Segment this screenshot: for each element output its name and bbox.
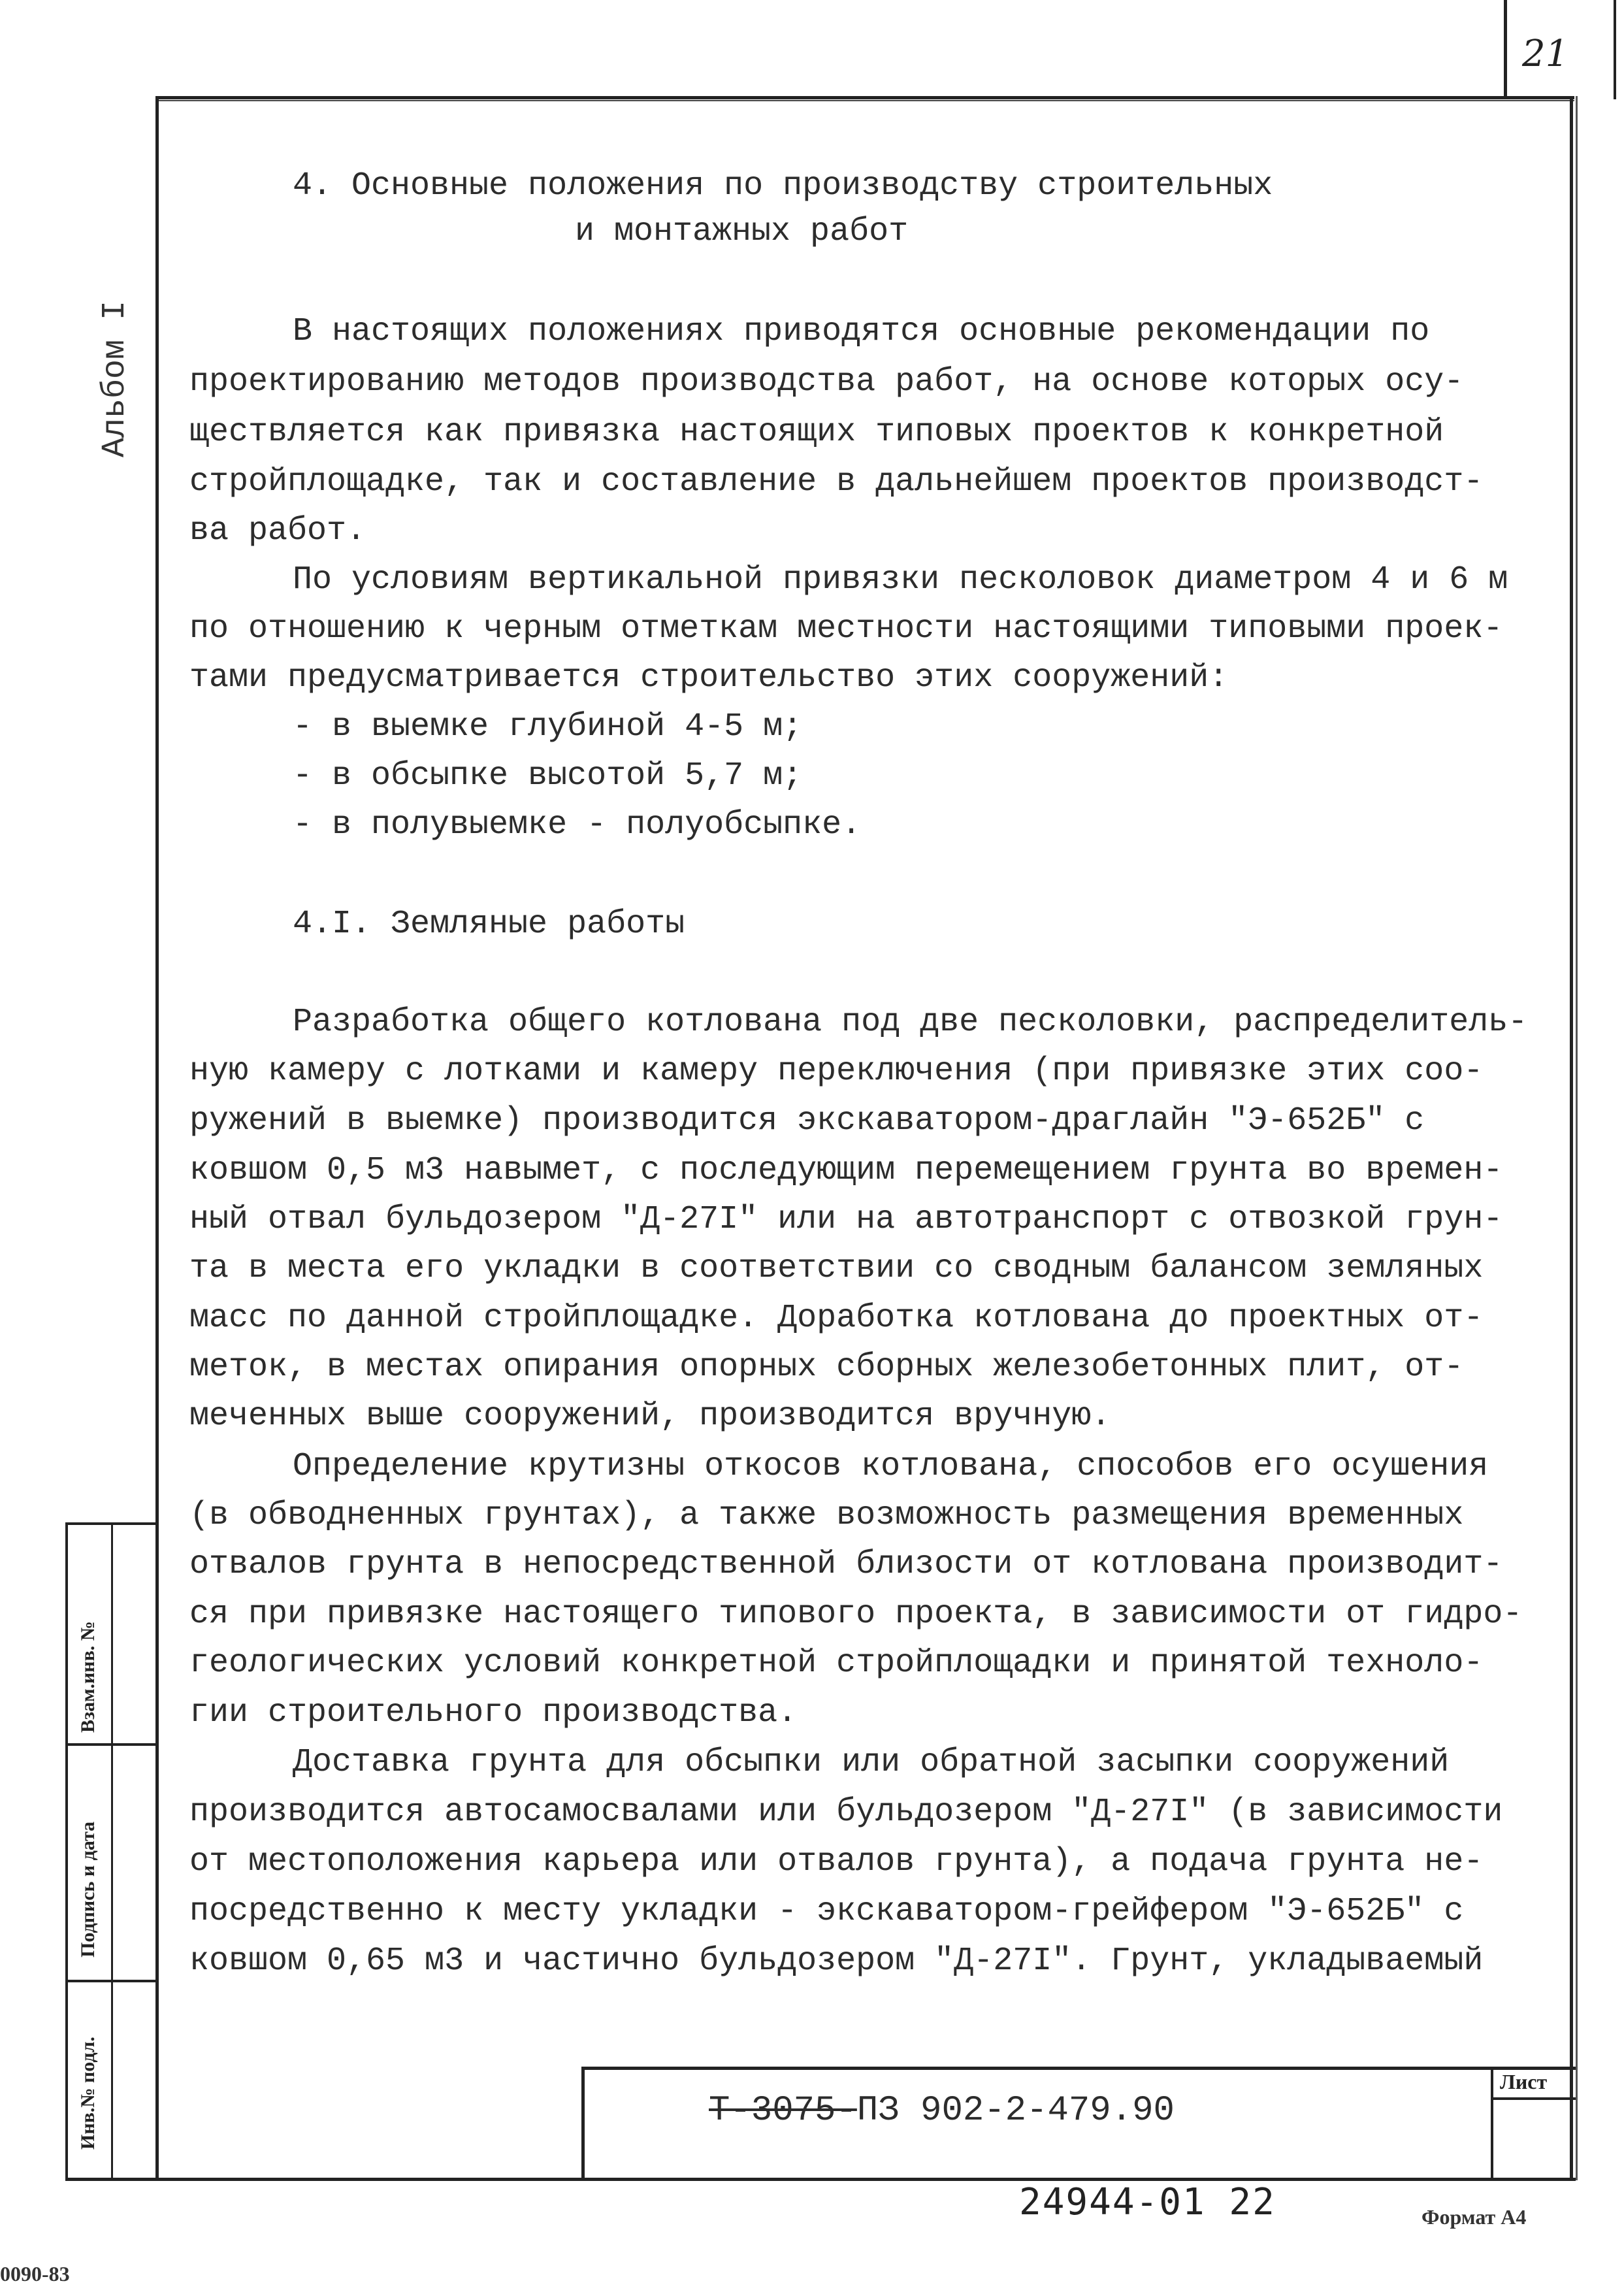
- text-line: меток, в местах опирания опорных сборных железобетонных плит, от-: [189, 1349, 1464, 1386]
- section-heading-line-2: и монтажных работ: [575, 213, 909, 250]
- sheet-cell-separator: [1491, 2097, 1576, 2100]
- text-line: от местоположения карьера или отвалов грунта), а подача грунта не-: [189, 1843, 1484, 1880]
- text-line: По условиям вертикальной привязки песколовок диаметром 4 и 6 м: [293, 561, 1508, 598]
- text-line: посредственно к месту укладки - экскаватором-грейфером "Э-652Б" с: [189, 1893, 1464, 1930]
- text-line: ва работ.: [189, 512, 366, 549]
- document-code: [709, 2091, 1175, 2131]
- text-line: ружений в выемке) производится экскаватором-драглайн "Э-652Б" с: [189, 1102, 1425, 1139]
- frame-bottom-border: [65, 2178, 1576, 2181]
- frame-top-border-inner: [155, 100, 1574, 101]
- page-number-box-left: [1504, 0, 1507, 99]
- text-line: ковшом 0,65 м3 и частично бульдозером "Д-27I". Грунт, укладываемый: [189, 1942, 1484, 1980]
- text-line: ществляется как привязка настоящих типовых проектов к конкретной: [189, 414, 1444, 451]
- sheet-label: Лист: [1500, 2070, 1548, 2093]
- text-line: тами предусматривается строительство этих сооружений:: [189, 659, 1229, 696]
- text-line: меченных выше сооружений, производится вручную.: [189, 1398, 1111, 1435]
- album-label: Альбом I: [97, 300, 134, 457]
- text-line: Разработка общего котлована под две песколовки, распределитель-: [293, 1004, 1528, 1041]
- list-item: - в полувыемке - полуобсыпке.: [293, 806, 862, 844]
- text-line: геологических условий конкретной стройплощадки и принятой техноло-: [189, 1645, 1484, 1682]
- frame-left-border: [155, 96, 159, 2180]
- text-line: (в обводненных грунтах), а также возможность размещения временных: [189, 1497, 1464, 1534]
- text-line: проектированию методов производства работ, на основе которых осу-: [189, 363, 1464, 401]
- struck-code: Т-3075-: [709, 2091, 857, 2131]
- text-line: гии строительного производства.: [189, 1694, 798, 1731]
- title-block-left-line: [581, 2067, 585, 2181]
- text-line: В настоящих положениях приводятся основные рекомендации по: [293, 313, 1430, 350]
- side-stamp-mid-line: [111, 1522, 113, 2181]
- page-number: 21: [1522, 33, 1569, 75]
- sheet-cell-left-line: [1491, 2067, 1493, 2181]
- side-stamp-inv-original: Инв.№ подл.: [77, 2037, 99, 2150]
- text-line: ный отвал бульдозером "Д-27I" или на автотранспорт с отвозкой грун-: [189, 1201, 1503, 1238]
- text-line: по отношению к черным отметкам местности настоящими типовыми проек-: [189, 610, 1503, 647]
- text-line: ную камеру с лотками и камеру переключения (при привязке этих соо-: [189, 1053, 1484, 1090]
- side-stamp-outer-line: [65, 1522, 68, 2181]
- corner-code: 0090-83: [0, 2262, 70, 2286]
- side-stamp-top-line: [65, 1522, 157, 1525]
- side-stamp-separator: [65, 1743, 157, 1746]
- text-line: отвалов грунта в непосредственной близости от котлована производит-: [189, 1546, 1503, 1583]
- handwritten-number: 24944-01 22: [1019, 2181, 1276, 2223]
- list-item: - в обсыпке высотой 5,7 м;: [293, 757, 803, 795]
- list-item: - в выемке глубиной 4-5 м;: [293, 708, 803, 746]
- side-stamp-signature-date: Подпись и дата: [77, 1821, 99, 1958]
- document-code-text: ПЗ 902-2-479.90: [856, 2091, 1175, 2131]
- text-line: ся при привязке настоящего типового проекта, в зависимости от гидро-: [189, 1596, 1523, 1633]
- subsection-heading: 4.I. Земляные работы: [293, 906, 685, 943]
- text-line: та в места его укладки в соответствии со сводным балансом земляных: [189, 1250, 1484, 1287]
- frame-right-border: [1570, 96, 1573, 2180]
- text-line: ковшом 0,5 м3 навымет, с последующим перемещением грунта во времен-: [189, 1152, 1503, 1189]
- side-stamp-exchange-inv: Взам.инв. №: [77, 1621, 99, 1733]
- title-block-top-line: [581, 2067, 1576, 2070]
- text-line: масс по данной стройплощадке. Доработка котлована до проектных от-: [189, 1300, 1484, 1337]
- text-line: Доставка грунта для обсыпки или обратной засыпки сооружений: [293, 1744, 1450, 1781]
- text-line: стройплощадке, так и составление в дальнейшем проектов производст-: [189, 463, 1484, 500]
- text-line: Определение крутизны откосов котлована, способов его осушения: [293, 1448, 1489, 1485]
- format-label: Формат А4: [1421, 2205, 1527, 2229]
- text-line: производится автосамосвалами или бульдозером "Д-27I" (в зависимости: [189, 1794, 1503, 1831]
- frame-top-border: [155, 96, 1574, 99]
- section-heading-line-1: 4. Основные положения по производству строительных: [293, 167, 1273, 205]
- side-stamp-separator: [65, 1980, 157, 1982]
- frame-right-border-outer: [1576, 96, 1578, 2180]
- page-number-box-right: [1614, 0, 1616, 99]
